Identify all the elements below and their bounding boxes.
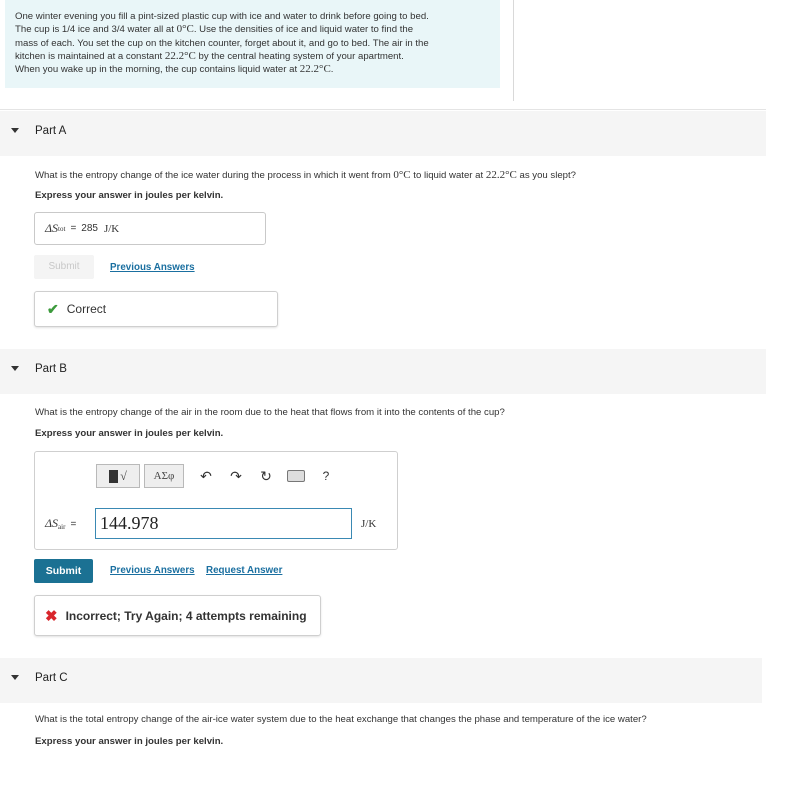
answer-value: 285	[81, 223, 98, 234]
problem-statement	[5, 0, 500, 88]
undo-icon[interactable]: ↶	[200, 467, 212, 484]
part-a-header[interactable]	[0, 111, 766, 156]
template-block-icon	[109, 470, 118, 483]
part-a-instruction: Express your answer in joules per kelvin.	[35, 190, 224, 201]
section-divider	[0, 109, 766, 110]
problem-line-5: When you wake up in the morning, the cup contains liquid water at 22.2°C.	[15, 63, 334, 76]
part-a-question: What is the entropy change of the ice water during the process in which it went from 0°C to liquid water at 22.2°C as you slept?	[35, 169, 577, 181]
part-c-title: Part C	[35, 672, 68, 684]
part-a-title: Part A	[35, 125, 67, 137]
math-toolbar	[96, 462, 338, 490]
redo-icon[interactable]: ↷	[230, 467, 242, 484]
feedback-text: Incorrect; Try Again; 4 attempts remaining	[65, 608, 307, 623]
feedback-text: Correct	[66, 302, 107, 316]
part-b-previous-answers-link[interactable]: Previous Answers	[110, 565, 195, 576]
part-c-question: What is the total entropy change of the air-ice water system due to the heat exchange that changes the phase and temperature of the ice water?	[35, 714, 647, 725]
part-b-instruction: Express your answer in joules per kelvin.	[35, 428, 224, 439]
answer-unit: J/K	[103, 222, 120, 235]
part-a-answer-display	[34, 212, 266, 245]
checkmark-icon: ✔	[47, 300, 59, 317]
answer-symbol: ΔS	[45, 221, 59, 235]
problem-line-4: kitchen is maintained at a constant 22.2°C by the central heating system of your apartment.	[15, 49, 404, 62]
part-b-question: What is the entropy change of the air in the room due to the heat that flows from it into the contents of the cup?	[35, 407, 505, 418]
answer-subscript: tot	[58, 224, 66, 233]
part-b-submit-button[interactable]: Submit	[34, 559, 93, 583]
sqrt-icon: √	[120, 468, 127, 483]
column-divider	[513, 0, 514, 101]
problem-line-1: One winter evening you fill a pint-sized plastic cup with ice and water to drink before going to bed.	[15, 11, 429, 22]
templates-button[interactable]	[96, 464, 140, 488]
part-b-feedback	[34, 595, 321, 636]
part-b-header[interactable]	[0, 349, 766, 394]
answer-unit: J/K	[361, 518, 377, 530]
caret-down-icon	[11, 366, 19, 371]
caret-down-icon	[11, 128, 19, 133]
part-a-previous-answers-link[interactable]: Previous Answers	[110, 262, 195, 273]
help-icon[interactable]: ?	[322, 469, 330, 483]
part-a-submit-button[interactable]: Submit	[34, 255, 94, 279]
keyboard-icon[interactable]	[284, 464, 308, 488]
greek-symbols-button[interactable]: ΑΣφ	[144, 464, 184, 488]
part-b-answer-editor	[34, 451, 398, 550]
part-c-header[interactable]	[0, 658, 762, 703]
equals-sign: =	[70, 223, 77, 234]
cross-icon: ✖	[45, 607, 58, 625]
part-b-title: Part B	[35, 363, 67, 375]
problem-line-3: mass of each. You set the cup on the kitchen counter, forget about it, and go to bed. The air in the	[15, 37, 429, 49]
part-c-instruction: Express your answer in joules per kelvin.	[35, 736, 224, 747]
answer-input[interactable]: 144.978	[95, 508, 352, 539]
answer-label: $\Delta S_{air}$ =	[45, 516, 77, 531]
problem-line-2: The cup is 1/4 ice and 3/4 water all at 0°C. Use the densities of ice and liquid water to find the	[15, 23, 414, 36]
reset-icon[interactable]: ↻	[260, 467, 272, 484]
part-b-request-answer-link[interactable]: Request Answer	[206, 565, 283, 576]
caret-down-icon	[11, 675, 19, 680]
part-a-feedback	[34, 291, 278, 327]
